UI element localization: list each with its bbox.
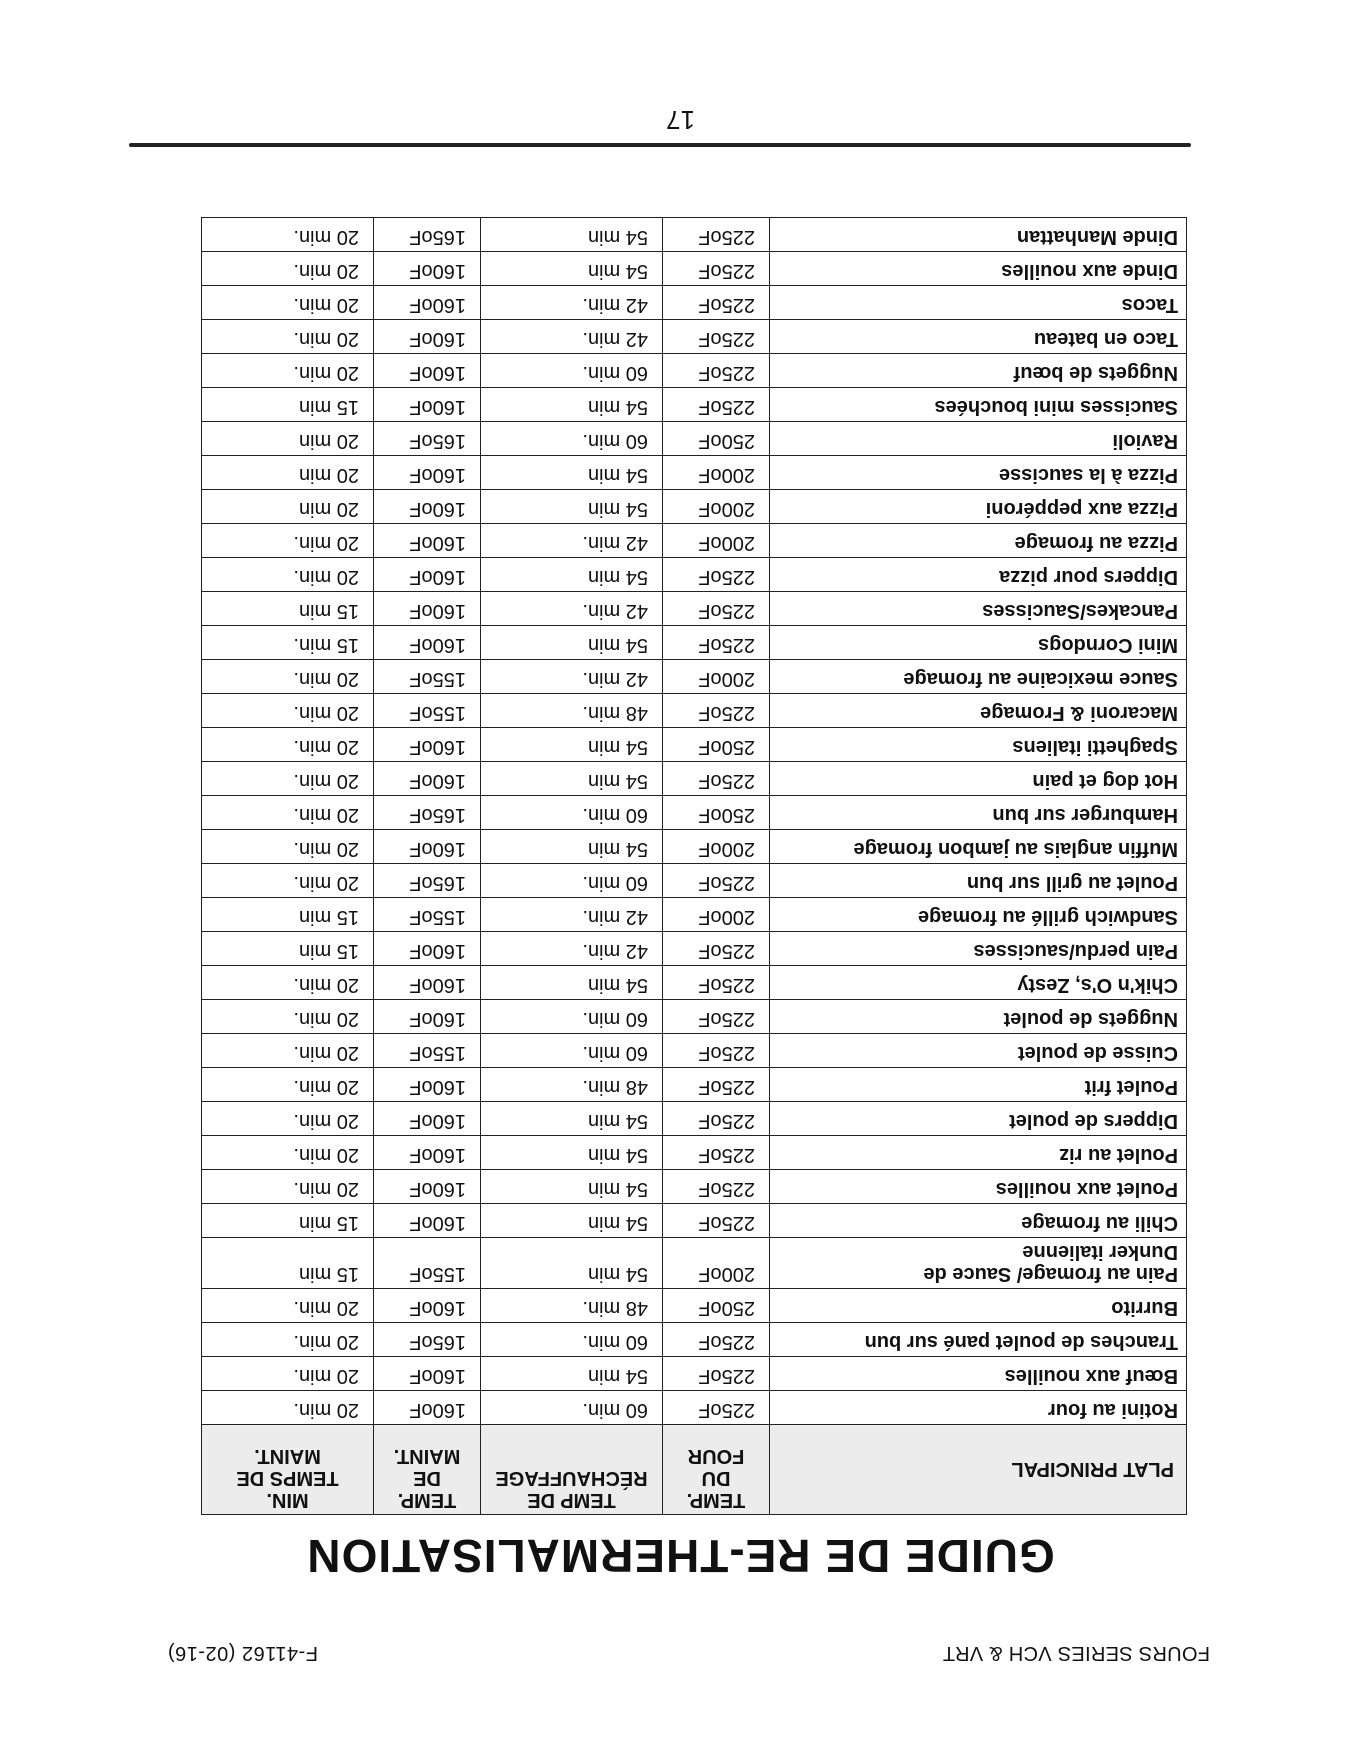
cell-min-maint: 20 min. <box>202 830 374 864</box>
cell-temp-maint: 165oF <box>374 218 481 252</box>
table-row <box>202 1204 1187 1238</box>
cell-min-maint: 20 min. <box>202 762 374 796</box>
cell-temp-maint: 155oF <box>374 1238 481 1289</box>
cell-plat: Pain au fromage/ Sauce de Dunker italienne <box>770 1238 1187 1289</box>
cell-min-maint: 20 min. <box>202 864 374 898</box>
cell-plat: Taco en bateau <box>770 320 1187 354</box>
cell-plat: Poulet frit <box>770 1068 1187 1102</box>
cell-min-maint: 20 min. <box>202 1391 374 1425</box>
cell-temp-four: 225oF <box>663 1068 770 1102</box>
cell-temp-four: 225oF <box>663 286 770 320</box>
cell-min-maint: 20 min. <box>202 1034 374 1068</box>
table-row <box>202 218 1187 252</box>
cell-temp-rechauffage: 54 min <box>481 830 663 864</box>
cell-min-maint: 15 min <box>202 1238 374 1289</box>
table-row <box>202 898 1187 932</box>
cell-temp-maint: 165oF <box>374 422 481 456</box>
cell-plat: Muffin anglais au jambon fromage <box>770 830 1187 864</box>
cell-plat: Dinde aux nouilles <box>770 252 1187 286</box>
cell-min-maint: 15 min <box>202 1204 374 1238</box>
cell-temp-maint: 160oF <box>374 830 481 864</box>
table-row <box>202 1102 1187 1136</box>
table-row <box>202 1000 1187 1034</box>
cell-temp-rechauffage: 42 min. <box>481 592 663 626</box>
cell-temp-four: 225oF <box>663 1357 770 1391</box>
cell-temp-maint: 160oF <box>374 1391 481 1425</box>
cell-min-maint: 20 min <box>202 490 374 524</box>
cell-temp-rechauffage: 60 min. <box>481 354 663 388</box>
cell-temp-rechauffage: 60 min. <box>481 422 663 456</box>
cell-temp-maint: 160oF <box>374 1136 481 1170</box>
table-row <box>202 864 1187 898</box>
table-row <box>202 422 1187 456</box>
table-row <box>202 320 1187 354</box>
cell-temp-maint: 160oF <box>374 1068 481 1102</box>
cell-temp-maint: 160oF <box>374 626 481 660</box>
cell-temp-maint: 160oF <box>374 932 481 966</box>
table-row <box>202 830 1187 864</box>
cell-temp-maint: 160oF <box>374 524 481 558</box>
cell-temp-rechauffage: 48 min. <box>481 694 663 728</box>
cell-temp-maint: 160oF <box>374 320 481 354</box>
cell-plat: Chik'n O's, Zesty <box>770 966 1187 1000</box>
cell-plat: Sandwich grillé au fromage <box>770 898 1187 932</box>
cell-min-maint: 15 min <box>202 932 374 966</box>
cell-temp-four: 250oF <box>663 728 770 762</box>
cell-temp-maint: 160oF <box>374 252 481 286</box>
cell-min-maint: 15 min <box>202 388 374 422</box>
cell-min-maint: 20 min. <box>202 524 374 558</box>
cell-plat: Hamburger sur bun <box>770 796 1187 830</box>
cell-temp-four: 200oF <box>663 456 770 490</box>
cell-temp-maint: 160oF <box>374 762 481 796</box>
table-row <box>202 592 1187 626</box>
table-row <box>202 626 1187 660</box>
table-row <box>202 762 1187 796</box>
cell-temp-maint: 165oF <box>374 1323 481 1357</box>
cell-temp-four: 200oF <box>663 660 770 694</box>
cell-temp-maint: 160oF <box>374 354 481 388</box>
table-row <box>202 490 1187 524</box>
cell-temp-four: 225oF <box>663 218 770 252</box>
table-row <box>202 966 1187 1000</box>
cell-min-maint: 20 min. <box>202 1357 374 1391</box>
cell-temp-maint: 160oF <box>374 966 481 1000</box>
cell-temp-rechauffage: 60 min. <box>481 864 663 898</box>
table-row <box>202 660 1187 694</box>
cell-temp-maint: 155oF <box>374 694 481 728</box>
cell-temp-rechauffage: 54 min <box>481 252 663 286</box>
cell-min-maint: 20 min. <box>202 320 374 354</box>
cell-temp-four: 200oF <box>663 524 770 558</box>
cell-temp-four: 225oF <box>663 592 770 626</box>
cell-temp-rechauffage: 60 min. <box>481 1034 663 1068</box>
cell-min-maint: 20 min. <box>202 1136 374 1170</box>
header-temp-rechauffage: TEMP DE RÉCHAUFFAGE <box>481 1425 663 1515</box>
table-row <box>202 1323 1187 1357</box>
cell-temp-maint: 160oF <box>374 1102 481 1136</box>
header-temp-maint: TEMP. DE MAINT. <box>374 1425 481 1515</box>
page-title: GUIDE DE RE-THERMALISATION <box>306 1530 1055 1582</box>
cell-min-maint: 20 min. <box>202 966 374 1000</box>
cell-min-maint: 20 min. <box>202 1102 374 1136</box>
cell-plat: Sauce mexicaine au fromage <box>770 660 1187 694</box>
cell-min-maint: 20 min. <box>202 252 374 286</box>
cell-min-maint: 15 min <box>202 898 374 932</box>
cell-min-maint: 20 min. <box>202 1000 374 1034</box>
cell-min-maint: 20 min. <box>202 218 374 252</box>
cell-temp-rechauffage: 60 min. <box>481 796 663 830</box>
cell-plat: Cuisse de poulet <box>770 1034 1187 1068</box>
cell-min-maint: 15 min <box>202 592 374 626</box>
cell-temp-rechauffage: 42 min. <box>481 524 663 558</box>
cell-temp-rechauffage: 54 min <box>481 626 663 660</box>
cell-min-maint: 15 min. <box>202 626 374 660</box>
cell-temp-four: 225oF <box>663 1000 770 1034</box>
cell-temp-rechauffage: 54 min <box>481 1102 663 1136</box>
cell-temp-maint: 160oF <box>374 490 481 524</box>
cell-plat: Pizza au fromage <box>770 524 1187 558</box>
table-row <box>202 932 1187 966</box>
table-row <box>202 1238 1187 1289</box>
cell-temp-maint: 165oF <box>374 796 481 830</box>
table-row <box>202 524 1187 558</box>
cell-plat: Spaghetti italiens <box>770 728 1187 762</box>
cell-min-maint: 20 min. <box>202 796 374 830</box>
cell-temp-maint: 155oF <box>374 660 481 694</box>
header-min-maint: MIN. TEMPS DE MAINT. <box>202 1425 374 1515</box>
cell-plat: Hot dog et pain <box>770 762 1187 796</box>
cell-plat: Dinde Manhattan <box>770 218 1187 252</box>
cell-temp-rechauffage: 54 min <box>481 1136 663 1170</box>
table-row <box>202 796 1187 830</box>
cell-temp-rechauffage: 54 min <box>481 490 663 524</box>
cell-temp-rechauffage: 42 min. <box>481 898 663 932</box>
cell-temp-four: 225oF <box>663 694 770 728</box>
cell-temp-four: 200oF <box>663 1238 770 1289</box>
cell-temp-maint: 155oF <box>374 1034 481 1068</box>
cell-plat: Nuggets de bœuf <box>770 354 1187 388</box>
cell-temp-four: 200oF <box>663 898 770 932</box>
cell-plat: Macaroni & Fromage <box>770 694 1187 728</box>
cell-temp-rechauffage: 48 min. <box>481 1068 663 1102</box>
cell-temp-maint: 160oF <box>374 1000 481 1034</box>
header-series: FOURS SERIES VCH & VRT <box>942 1642 1210 1664</box>
cell-temp-four: 225oF <box>663 320 770 354</box>
cell-temp-rechauffage: 54 min <box>481 1170 663 1204</box>
cell-temp-four: 225oF <box>663 1391 770 1425</box>
table-row <box>202 354 1187 388</box>
cell-temp-rechauffage: 54 min <box>481 388 663 422</box>
cell-temp-four: 225oF <box>663 932 770 966</box>
cell-temp-four: 225oF <box>663 864 770 898</box>
cell-min-maint: 20 min. <box>202 1068 374 1102</box>
table-row <box>202 1170 1187 1204</box>
cell-temp-four: 225oF <box>663 1102 770 1136</box>
cell-plat: Poulet aux nouilles <box>770 1170 1187 1204</box>
cell-temp-maint: 160oF <box>374 1289 481 1323</box>
cell-temp-rechauffage: 42 min. <box>481 932 663 966</box>
table-row <box>202 388 1187 422</box>
cell-plat: Pancakes/Saucisses <box>770 592 1187 626</box>
cell-temp-rechauffage: 42 min. <box>481 320 663 354</box>
cell-min-maint: 20 min <box>202 456 374 490</box>
cell-min-maint: 20 min. <box>202 728 374 762</box>
cell-temp-four: 225oF <box>663 252 770 286</box>
cell-temp-rechauffage: 54 min <box>481 1357 663 1391</box>
cell-temp-maint: 155oF <box>374 898 481 932</box>
cell-temp-rechauffage: 60 min. <box>481 1391 663 1425</box>
cell-temp-four: 200oF <box>663 490 770 524</box>
cell-temp-rechauffage: 54 min <box>481 1238 663 1289</box>
table-row <box>202 286 1187 320</box>
cell-temp-maint: 160oF <box>374 456 481 490</box>
header-plat-principal: PLAT PRINCIPAL <box>770 1425 1187 1515</box>
table-body <box>202 218 1187 1425</box>
cell-temp-maint: 160oF <box>374 388 481 422</box>
cell-temp-maint: 160oF <box>374 1357 481 1391</box>
cell-temp-four: 250oF <box>663 422 770 456</box>
table-row <box>202 694 1187 728</box>
table-header-row <box>202 1425 1187 1515</box>
cell-temp-maint: 160oF <box>374 728 481 762</box>
cell-plat: Tacos <box>770 286 1187 320</box>
cell-plat: Poulet au riz <box>770 1136 1187 1170</box>
cell-temp-rechauffage: 54 min <box>481 762 663 796</box>
footer-rule <box>129 143 1191 147</box>
cell-temp-four: 225oF <box>663 762 770 796</box>
cell-temp-rechauffage: 54 min <box>481 456 663 490</box>
cell-temp-four: 250oF <box>663 1289 770 1323</box>
page-number: 17 <box>666 105 695 135</box>
cell-temp-four: 225oF <box>663 1323 770 1357</box>
table-row <box>202 1136 1187 1170</box>
cell-temp-rechauffage: 48 min. <box>481 1289 663 1323</box>
table-row <box>202 1068 1187 1102</box>
cell-temp-four: 225oF <box>663 1034 770 1068</box>
cell-temp-maint: 160oF <box>374 592 481 626</box>
cell-temp-four: 225oF <box>663 626 770 660</box>
cell-plat: Dippers pour pizza <box>770 558 1187 592</box>
table-row <box>202 1357 1187 1391</box>
cell-temp-four: 250oF <box>663 796 770 830</box>
cell-plat: Ravioli <box>770 422 1187 456</box>
rethermalisation-table <box>201 217 1187 1515</box>
cell-temp-rechauffage: 54 min <box>481 728 663 762</box>
cell-plat: Nuggets de poulet <box>770 1000 1187 1034</box>
cell-temp-rechauffage: 42 min. <box>481 660 663 694</box>
cell-temp-rechauffage: 54 min <box>481 558 663 592</box>
cell-temp-maint: 165oF <box>374 864 481 898</box>
cell-plat: Burrito <box>770 1289 1187 1323</box>
cell-plat: Saucisses mini bouchées <box>770 388 1187 422</box>
cell-plat: Rotini au four <box>770 1391 1187 1425</box>
cell-temp-rechauffage: 60 min. <box>481 1000 663 1034</box>
table-row <box>202 1391 1187 1425</box>
table-row <box>202 728 1187 762</box>
cell-temp-rechauffage: 60 min. <box>481 1323 663 1357</box>
cell-min-maint: 20 min <box>202 422 374 456</box>
table-row <box>202 1034 1187 1068</box>
cell-temp-four: 225oF <box>663 966 770 1000</box>
cell-temp-four: 225oF <box>663 558 770 592</box>
cell-temp-rechauffage: 54 min <box>481 218 663 252</box>
cell-temp-four: 225oF <box>663 1136 770 1170</box>
cell-plat: Pain perdu/saucisses <box>770 932 1187 966</box>
header-doc-code: F-41162 (02-16) <box>167 1642 318 1664</box>
cell-plat: Dippers de poulet <box>770 1102 1187 1136</box>
cell-plat: Tranches de poulet pané sur bun <box>770 1323 1187 1357</box>
cell-temp-rechauffage: 54 min <box>481 966 663 1000</box>
header-temp-four: TEMP. DU FOUR <box>663 1425 770 1515</box>
cell-temp-four: 225oF <box>663 354 770 388</box>
cell-temp-four: 225oF <box>663 388 770 422</box>
cell-min-maint: 20 min. <box>202 1170 374 1204</box>
cell-temp-rechauffage: 54 min <box>481 1204 663 1238</box>
cell-min-maint: 20 min. <box>202 1323 374 1357</box>
cell-min-maint: 20 min. <box>202 1289 374 1323</box>
table-row <box>202 1289 1187 1323</box>
cell-temp-maint: 160oF <box>374 286 481 320</box>
cell-min-maint: 20 min. <box>202 354 374 388</box>
cell-temp-four: 200oF <box>663 830 770 864</box>
table-row <box>202 558 1187 592</box>
cell-plat: Bœuf aux nouilles <box>770 1357 1187 1391</box>
cell-min-maint: 20 min. <box>202 694 374 728</box>
cell-plat: Pizza aux peppéroni <box>770 490 1187 524</box>
cell-plat: Poulet au grill sur bun <box>770 864 1187 898</box>
cell-min-maint: 20 min. <box>202 558 374 592</box>
cell-temp-maint: 160oF <box>374 1170 481 1204</box>
cell-plat: Mini Corndogs <box>770 626 1187 660</box>
cell-temp-maint: 160oF <box>374 1204 481 1238</box>
cell-temp-maint: 160oF <box>374 558 481 592</box>
cell-min-maint: 20 min. <box>202 286 374 320</box>
cell-temp-four: 225oF <box>663 1204 770 1238</box>
cell-plat: Pizza à la saucisse <box>770 456 1187 490</box>
table-row <box>202 456 1187 490</box>
table-row <box>202 252 1187 286</box>
cell-temp-four: 225oF <box>663 1170 770 1204</box>
cell-plat: Chili au fromage <box>770 1204 1187 1238</box>
cell-min-maint: 20 min. <box>202 660 374 694</box>
cell-temp-rechauffage: 42 min. <box>481 286 663 320</box>
